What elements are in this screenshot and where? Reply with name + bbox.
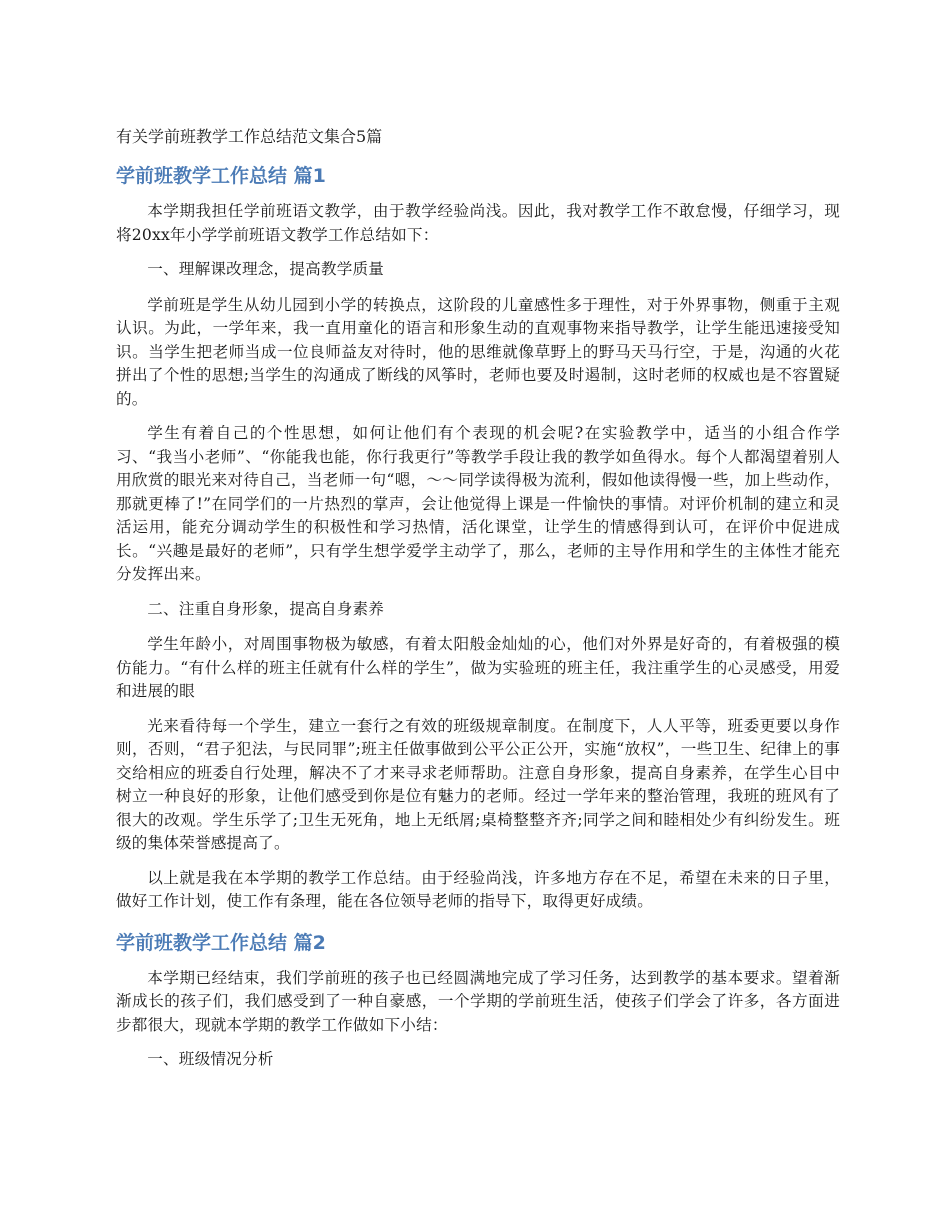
document-title: 有关学前班教学工作总结范文集合5篇 bbox=[116, 127, 383, 146]
paragraph: 光来看待每一个学生，建立一套行之有效的班级规章制度。在制度下，人人平等，班委更要以身作则，否则，“君子犯法，与民同罪”;班主任做事做到公平公正公开，实施“放权”，一些卫生、纪律上的事交给相应的班委自行处理，解决不了才来寻求老师帮助。注意自身形象，提高自身素养，在学生心目中树立一种良好的形象，让他们感受到你是位有魅力的老师。经过一学年来的整治管理，我班的班风有了很大的改观。学生乐学了;卫生无死角，地上无纸屑;桌椅整整齐齐;同学之间和睦相处少有纠纷发生。班级的集体荣誉感提高了。 bbox=[116, 716, 840, 852]
paragraph: 本学期我担任学前班语文教学，由于教学经验尚浅。因此，我对教学工作不敢怠慢，仔细学习，现将20xx年小学学前班语文教学工作总结如下： bbox=[116, 202, 840, 244]
paragraph: 学生年龄小，对周围事物极为敏感，有着太阳般金灿灿的心，他们对外界是好奇的，有着极强的模仿能力。“有什么样的班主任就有什么样的学生”，做为实验班的班主任，我注重学生的心灵感受，用爱和进展的眼 bbox=[116, 635, 840, 700]
section-heading: 学前班教学工作总结 篇1 bbox=[116, 165, 326, 187]
paragraph: 学生有着自己的个性思想，如何让他们有个表现的机会呢?在实验教学中，适当的小组合作学习、“我当小老师”、“你能我也能，你行我更行”等教学手段让我的教学如鱼得水。每个人都渴望着别人用欣赏的眼光来对待自己，当老师一句“嗯，～～同学读得极为流利，假如他读得慢一些，加上些动作，那就更棒了!”在同学们的一片热烈的掌声，会让他觉得上课是一件愉快的事情。对评价机制的建立和灵活运用，能充分调动学生的积极性和学习热情，活化课堂，让学生的情感得到认可，在评价中促进成长。“兴趣是最好的老师”，只有学生想学爱学主动学了，那么，老师的主导作用和学生的主体性才能充分发挥出来。 bbox=[116, 424, 840, 583]
section-heading: 学前班教学工作总结 篇2 bbox=[116, 931, 326, 954]
paragraph: 以上就是我在本学期的教学工作总结。由于经验尚浅，许多地方存在不足，希望在未来的日子里，做好工作计划，使工作有条理，能在各位领导老师的指导下，取得更好成绩。 bbox=[116, 868, 840, 910]
section-1 bbox=[116, 162, 840, 914]
paragraph: 本学期已经结束，我们学前班的孩子也已经圆满地完成了学习任务，达到教学的基本要求。望着渐渐成长的孩子们，我们感受到了一种自豪感，一个学期的学前班生活，使孩子们学会了许多，各方面进步都很大，现就本学期的教学工作做如下小结： bbox=[116, 968, 840, 1034]
subheading: 一、理解课改理念，提高教学质量 bbox=[147, 260, 385, 278]
paragraph: 学前班是学生从幼儿园到小学的转换点，这阶段的儿童感性多于理性，对于外界事物，侧重于主观认识。为此，一学年来，我一直用童化的语言和形象生动的直观事物来指导教学，让学生能迅速接受知识。当学生把老师当成一位良师益友对待时，他的思维就像草野上的野马天马行空，于是，沟通的火花拼出了个性的思想;当学生的沟通成了断线的风筝时，老师也要及时遏制，这时老师的权威也是不容置疑的。 bbox=[116, 295, 840, 408]
document-page bbox=[116, 124, 840, 1084]
subheading: 二、注重自身形象，提高自身素养 bbox=[147, 599, 385, 618]
section-2 bbox=[116, 929, 840, 1072]
subheading: 一、班级情况分析 bbox=[147, 1050, 274, 1068]
